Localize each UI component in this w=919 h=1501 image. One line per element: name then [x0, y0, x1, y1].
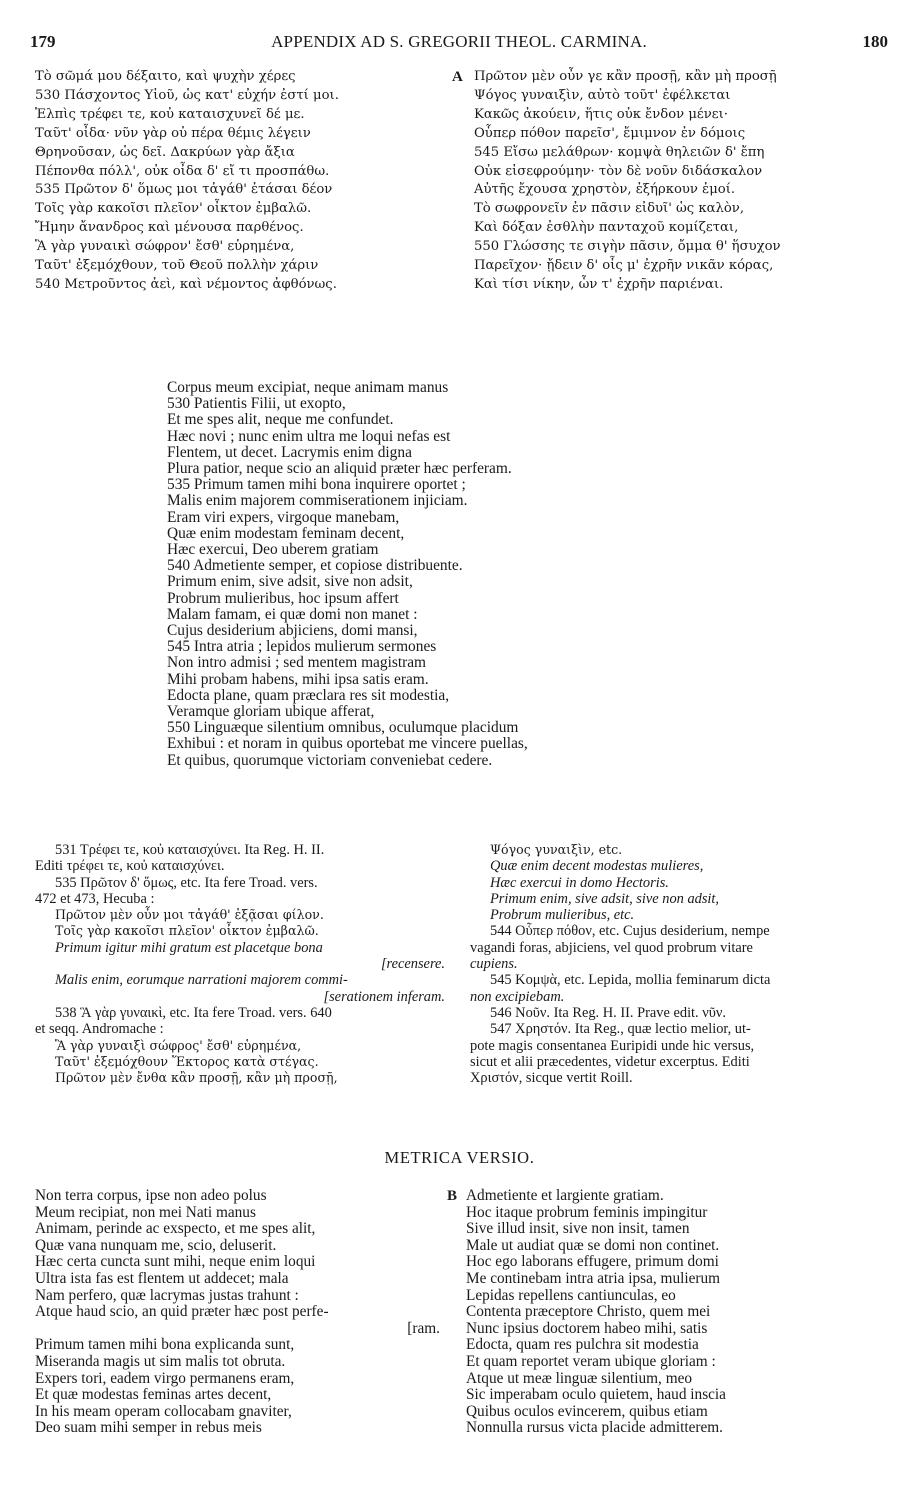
metrica-verse-line: Hoc itaque probrum feminis impingitur	[466, 1203, 708, 1221]
latin-verse-line: Exhibui : et noram in quibus oportebat me vincere puellas,	[167, 735, 528, 753]
greek-verse-line: Παρεῖχον· ᾔδειν δ' οἷς μ' ἐχρῆν νικᾶν κόρας,	[474, 258, 774, 274]
note-line: [serationem inferam.	[323, 988, 445, 1005]
latin-verse-line: Flentem, ut decet. Lacrymis enim digna	[167, 443, 412, 461]
latin-verse-line: 545 Intra atria ; lepidos mulierum sermones	[167, 638, 437, 656]
greek-text-left-column	[35, 68, 339, 295]
latin-verse-line: 535 Primum tamen mihi bona inquirere oportet ;	[167, 476, 466, 494]
greek-verse-line: 540 Μετροῦντος ἀεὶ, καὶ νέμοντος ἀφθόνως.	[35, 276, 337, 292]
latin-verse-line: Mihi probam habens, mihi ipsa satis eram.	[167, 670, 429, 688]
latin-verse-line: Malis enim majorem commiserationem injiciam.	[167, 492, 468, 510]
column-marker-b: B	[447, 1188, 458, 1204]
note-line: 538 Ἃ γὰρ γυναικὶ, etc. Ita fere Troad. vers. 640	[55, 1004, 332, 1021]
metrica-verse-line: Atque ut meæ linguæ silentium, meo	[466, 1369, 693, 1387]
latin-verse-line: 530 Patientis Filii, ut exopto,	[167, 395, 346, 413]
note-line: 544 Οὗπερ πόθον, etc. Cujus desiderium, nempe	[490, 923, 770, 940]
note-line: cupiens.	[470, 956, 518, 973]
metrica-verse-line: In his meam operam collocabam gnaviter,	[35, 1402, 292, 1420]
latin-verse-line: Eram viri expers, virgoque manebam,	[167, 508, 400, 526]
latin-verse-line: Veramque gloriam ubique afferat,	[167, 703, 375, 721]
greek-verse-line: Ταῦτ' ἐξεμόχθουν, τοῦ Θεοῦ πολλὴν χάριν	[35, 258, 319, 274]
metrica-verse-line: Animam, perinde ac exspecto, et me spes alit,	[35, 1220, 316, 1238]
latin-translation	[167, 380, 528, 769]
greek-verse-line: Οὐκ εἰσεφρούμην· τὸν δὲ νοῦν διδάσκαλον	[474, 163, 763, 179]
metrica-verse-line: Hoc ego laborans effugere, primum domi	[466, 1253, 719, 1271]
greek-verse-line: Αὐτῆς ἔχουσα χρηστὸν, ἐξήρκουν ἐμοί.	[474, 182, 736, 198]
note-line: Quæ enim decent modestas mulieres,	[490, 858, 704, 875]
greek-verse-line: 535 Πρῶτον δ' ὅμως μοι τἀγάθ' ἐτάσαι δέον	[35, 182, 333, 198]
note-line: 547 Χρηστόν. Ita Reg., quæ lectio melior, ut-	[490, 1021, 751, 1038]
note-line: 535 Πρῶτον δ' ὅμως, etc. Ita fere Troad. vers.	[55, 874, 318, 891]
metrica-verse-line: Primum tamen mihi bona explicanda sunt,	[35, 1336, 295, 1354]
note-line: vagandi foras, abjiciens, vel quod probrum vitare	[470, 939, 753, 956]
metrica-verse-line: Meum recipiat, non mei Nati manus	[35, 1203, 256, 1221]
page-number-left: 179	[30, 32, 56, 51]
metrica-verse-line: Sic imperabam oculo quietem, haud inscia	[466, 1386, 726, 1404]
metrica-verse-line: Deo suam mihi semper in rebus meis	[35, 1419, 262, 1437]
latin-verse-line: Malam famam, ei quæ domi non manet :	[167, 605, 418, 623]
note-line: et seqq. Andromache :	[35, 1021, 164, 1038]
latin-verse-line: 550 Linguæque silentium omnibus, oculumque placidum	[167, 719, 519, 737]
note-line: non excipiebam.	[470, 988, 565, 1005]
metrica-verse-line: Male ut audiat quæ se domi non continet.	[466, 1236, 720, 1254]
greek-verse-line: Θρηνοῦσαν, ὡς δεῖ. Δακρύων γὰρ ἄξια	[35, 144, 295, 160]
metrica-verse-line: Quibus oculos evincerem, quibus etiam	[466, 1402, 708, 1420]
metrica-verse-line: Me continebam intra atria ipsa, mulierum	[466, 1269, 721, 1287]
running-header	[30, 32, 888, 54]
greek-verse-line: Καὶ τίσι νίκην, ὧν τ' ἐχρῆν παριέναι.	[474, 276, 724, 292]
metrica-versio-title: METRICA VERSIO.	[384, 1148, 535, 1167]
latin-verse-line: Probrum mulieribus, hoc ipsum affert	[167, 589, 399, 607]
note-line: Πρῶτον μὲν ἔνθα κἂν προσῇ, κἂν μὴ προσῇ,	[55, 1070, 338, 1086]
greek-verse-line: Τὸ σωφρονεῖν ἐν πᾶσιν εἰδυῖ' ὡς καλὸν,	[474, 201, 745, 217]
latin-verse-line: Corpus meum excipiat, neque animam manus	[167, 379, 449, 396]
metrica-verse-line: Sive illud insit, sive non insit, tamen	[466, 1220, 690, 1238]
greek-verse-line: Καὶ δόξαν ἐσθλὴν πανταχοῦ κομίζεται,	[474, 220, 739, 236]
metrica-verse-line: Expers tori, eadem virgo permanens eram,	[35, 1369, 295, 1387]
note-line: Χριστόν, sicque vertit Roill.	[470, 1070, 633, 1087]
latin-verse-line: 540 Admetiente semper, et copiose distribuente.	[167, 557, 463, 575]
metrica-verse-line: Admetiente et largiente gratiam.	[466, 1187, 664, 1204]
latin-verse-line: Et me spes alit, neque me confundet.	[167, 411, 394, 429]
note-line: Primum igitur mihi gratum est placetque bona	[55, 939, 323, 956]
metrica-left-column	[35, 1188, 440, 1437]
metrica-verse-line: Non terra corpus, ipse non adeo polus	[35, 1187, 267, 1204]
note-line: Editi τρέφει τε, κοὐ καταισχύνει.	[35, 858, 225, 875]
greek-verse-line: Πέπονθα πόλλ', οὐκ οἶδα δ' εἴ τι προσπάθω.	[35, 163, 330, 179]
note-line: Probrum mulieribus, etc.	[490, 907, 635, 924]
note-line: pote magis consentanea Euripidi unde hic versus,	[470, 1037, 755, 1054]
note-line: Τοῖς γὰρ κακοῖσι πλεῖον' οἶκτον ἐμβαλῶ.	[55, 923, 319, 939]
latin-verse-line: Quæ enim modestam feminam decent,	[167, 524, 405, 542]
latin-verse-line: Et quibus, quorumque victoriam conveniebat cedere.	[167, 751, 493, 769]
greek-verse-line: 550 Γλώσσης τε σιγὴν πᾶσιν, ὄμμα θ' ἥσυχον	[474, 239, 781, 255]
metrica-right-column	[466, 1188, 726, 1437]
note-line: [recensere.	[380, 956, 445, 973]
metrica-verse-line: Hæc certa cuncta sunt mihi, neque enim loqui	[35, 1253, 316, 1271]
note-line: Ταῦτ' ἐξεμόχθουν Ἕκτορος κατὰ στέγας.	[55, 1053, 319, 1069]
metrica-verse-line: Atque haud scio, an quid præter hæc post perfe-	[35, 1303, 329, 1321]
latin-verse-line: Cujus desiderium abjiciens, domi mansi,	[167, 622, 418, 640]
metrica-verse-line: Et quæ modestas feminas artes decent,	[35, 1386, 272, 1404]
latin-verse-line: Hæc novi ; nunc enim ultra me loqui nefas est	[167, 427, 451, 445]
note-line: sicut et alii præcedentes, videtur excerptus. Editi	[470, 1053, 750, 1070]
latin-verse-line: Primum enim, sive adsit, sive non adsit,	[167, 573, 413, 591]
notes-right-column	[470, 842, 880, 1086]
metrica-verse-line: Miseranda magis ut sim malis tot obruta.	[35, 1352, 286, 1370]
greek-verse-line: Πρῶτον μὲν οὖν γε κἂν προσῇ, κἂν μὴ προσῇ	[474, 69, 777, 84]
metrica-verse-line: Nunc ipsius doctorem habeo mihi, satis	[466, 1319, 708, 1337]
note-line: 531 Τρέφει τε, κοὐ καταισχύνει. Ita Reg. H. II.	[55, 842, 325, 858]
note-line: 546 Νοῦν. Ita Reg. H. II. Prave edit. νῦν.	[490, 1004, 726, 1021]
metrica-verse-line: Nam perfero, quæ lacrymas justas trahunt :	[35, 1286, 299, 1304]
greek-verse-line: Ἤμην ἄνανδρος καὶ μένουσα παρθένος.	[35, 220, 304, 236]
greek-verse-line: Ταῦτ' οἶδα· νῦν γὰρ οὐ πέρα θέμις λέγειν	[35, 125, 311, 141]
greek-verse-line: Τοῖς γὰρ κακοῖσι πλεῖον' οἶκτον ἐμβαλῶ.	[35, 201, 312, 217]
note-line: 545 Κομψὰ, etc. Lepida, mollia feminarum dicta	[490, 972, 771, 989]
greek-verse-line: Οὗπερ πόθον παρεῖσ', ἔμιμνον ἐν δόμοις	[474, 125, 746, 141]
greek-verse-line: Ἃ γὰρ γυναικὶ σώφρον' ἔσθ' εὑρημένα,	[35, 239, 295, 255]
greek-verse-line: 545 Εἴσω μελάθρων· κομψὰ θηλειῶν δ' ἔπη	[474, 144, 765, 160]
metrica-verse-line: [ram.	[407, 1319, 440, 1337]
greek-text-right-column	[474, 68, 781, 295]
latin-verse-line: Edocta plane, quam præclara res sit modestia,	[167, 686, 450, 704]
greek-verse-line: Τὸ σῶμά μου δέξαιτο, καὶ ψυχὴν χέρες	[35, 69, 296, 84]
latin-verse-line: Non intro admisi ; sed mentem magistram	[167, 654, 427, 672]
page-number-right: 180	[862, 32, 888, 51]
note-line: Πρῶτον μὲν οὖν μοι τἀγάθ' ἐξᾷσαι φίλον.	[55, 907, 324, 923]
metrica-verse-line: Quæ vana nunquam me, scio, deluserit.	[35, 1236, 277, 1254]
latin-verse-line: Hæc exercui, Deo uberem gratiam	[167, 541, 379, 559]
greek-verse-line: Κακῶς ἀκούειν, ἥτις οὐκ ἔνδον μένει·	[474, 106, 728, 122]
note-line: Ἃ γὰρ γυναιξὶ σώφρος' ἔσθ' εὑρημένα,	[55, 1037, 302, 1053]
metrica-verse-line: Lepidas repellens cantiunculas, eo	[466, 1286, 676, 1304]
greek-verse-line: Ἐλπὶς τρέφει τε, κοὐ καταισχυνεῖ δέ με.	[35, 106, 305, 122]
metrica-verse-line: Edocta, quam res pulchra sit modestia	[466, 1336, 699, 1354]
note-line: Malis enim, eorumque narrationi majorem commi-	[55, 972, 348, 989]
note-line: 472 et 473, Hecuba :	[35, 890, 155, 907]
greek-verse-line: Ψόγος γυναιξὶν, αὐτὸ τοῦτ' ἐφέλκεται	[474, 87, 731, 103]
metrica-verse-line: Et quam reportet veram ubique gloriam :	[466, 1352, 716, 1370]
greek-verse-line: 530 Πάσχοντος Υἱοῦ, ὡς κατ' εὐχήν ἐστί μοι.	[35, 87, 339, 103]
latin-verse-line: Plura patior, neque scio an aliquid præter hæc perferam.	[167, 460, 512, 478]
metrica-verse-line: Contenta præceptore Christo, quem mei	[466, 1303, 711, 1321]
note-line: Ψόγος γυναιξὶν, etc.	[490, 842, 623, 857]
column-marker-a: A	[452, 69, 463, 85]
metrica-verse-line: Nonnulla rursus victa placide admitterem.	[466, 1419, 723, 1437]
metrica-verse-line: Ultra ista fas est flentem ut addecet; mala	[35, 1269, 289, 1287]
note-line: Hæc exercui in domo Hectoris.	[490, 874, 669, 891]
notes-left-column	[35, 842, 445, 1086]
running-title: APPENDIX AD S. GREGORII THEOL. CARMINA.	[271, 32, 647, 51]
note-line: Primum enim, sive adsit, sive non adsit,	[490, 890, 720, 907]
